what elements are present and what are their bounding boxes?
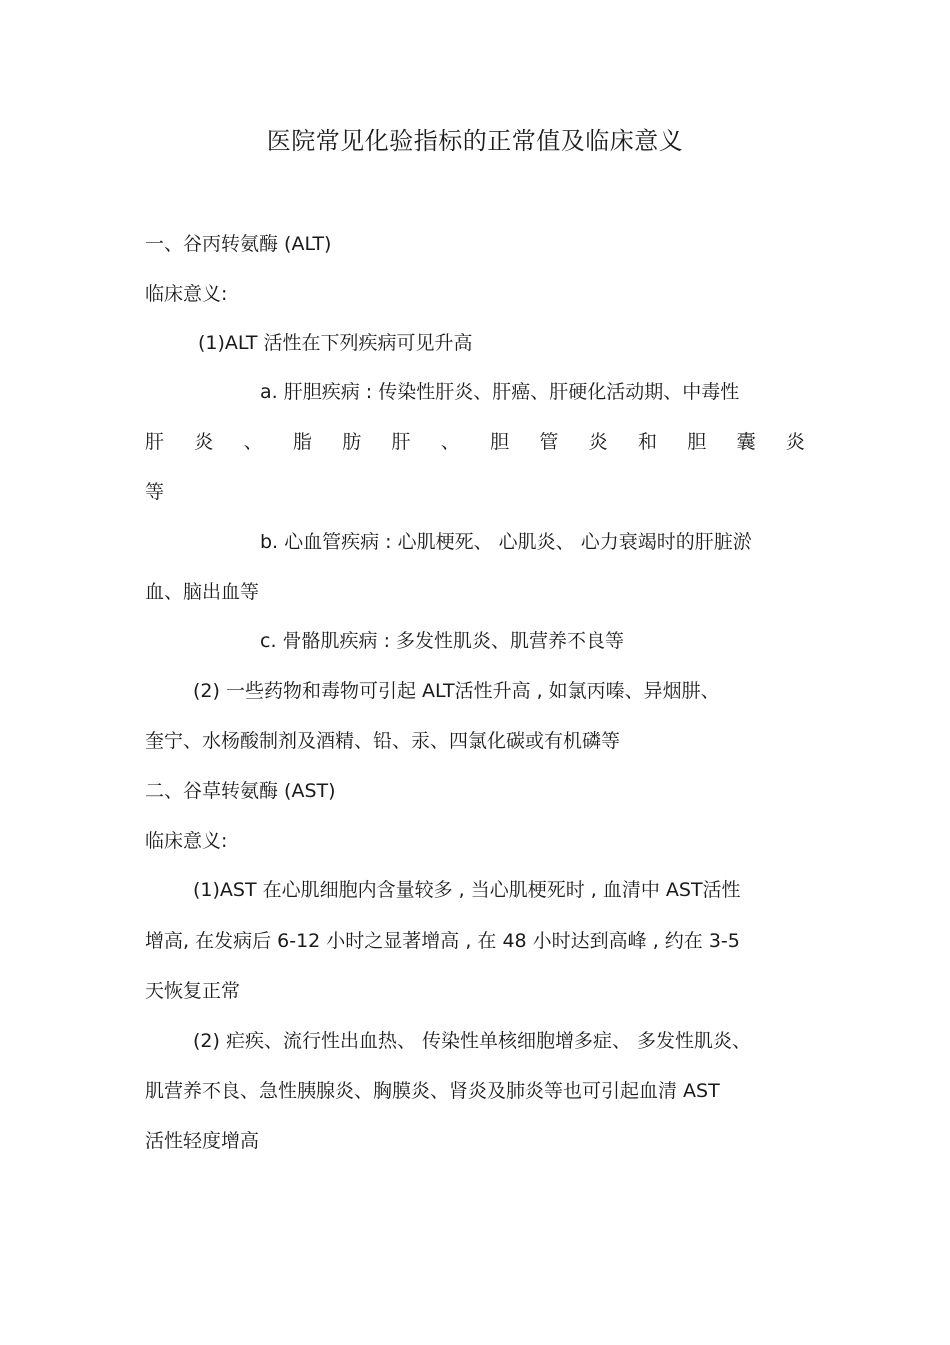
section-1-heading: 一、谷丙转氨酶 (ALT) xyxy=(145,233,332,255)
section-1-point-1: (1)ALT 活性在下列疾病可见升高 xyxy=(198,332,473,354)
section-2-point-2-line-3: 活性轻度增高 xyxy=(145,1130,260,1152)
section-2-point-1-line-1: (1)AST 在心肌细胞内含量较多 , 当心肌梗死时 , 血清中 AST活性 xyxy=(193,879,741,901)
section-1-item-a-line-2 xyxy=(145,430,805,454)
char: 炎 xyxy=(194,431,214,453)
section-1-point-2-line-1: (2) 一些药物和毒物可引起 ALT活性升高 , 如氯丙嗪、异烟肼、 xyxy=(193,680,720,702)
char: 肝 xyxy=(145,431,165,453)
char: 脂 xyxy=(292,431,312,453)
char: 炎 xyxy=(588,431,608,453)
char: 炎 xyxy=(785,431,805,453)
char: 、 xyxy=(440,431,460,453)
section-1-item-a-line-1: a. 肝胆疾病 : 传染性肝炎、肝癌、肝硬化活动期、中毒性 xyxy=(260,381,740,403)
char: 肪 xyxy=(342,431,362,453)
page-title: 医院常见化验指标的正常值及临床意义 xyxy=(266,127,684,155)
char: 管 xyxy=(539,431,559,453)
section-1-item-b-line-2: 血、脑出血等 xyxy=(145,581,260,603)
char: 胆 xyxy=(490,431,510,453)
section-2-point-2-line-2: 肌营养不良、急性胰腺炎、胸膜炎、肾炎及肺炎等也可引起血清 AST xyxy=(145,1080,720,1102)
section-2-point-2-line-1: (2) 疟疾、流行性出血热、 传染性单核细胞增多症、 多发性肌炎、 xyxy=(193,1030,752,1052)
char: 囊 xyxy=(736,431,756,453)
char: 胆 xyxy=(687,431,707,453)
section-2-heading: 二、谷草转氨酶 (AST) xyxy=(145,780,336,802)
section-1-subheading: 临床意义: xyxy=(145,283,228,305)
section-2-subheading: 临床意义: xyxy=(145,830,228,852)
char: 和 xyxy=(637,431,657,453)
section-1-point-2-line-2: 奎宁、水杨酸制剂及酒精、铅、汞、四氯化碳或有机磷等 xyxy=(145,730,621,752)
section-1-item-a-line-3: 等 xyxy=(145,481,165,503)
char: 肝 xyxy=(391,431,411,453)
char: 、 xyxy=(243,431,263,453)
section-2-point-1-line-2: 增高, 在发病后 6-12 小时之显著增高 , 在 48 小时达到高峰 , 约在 3-5 xyxy=(145,930,740,952)
section-1-item-c-line-1: c. 骨骼肌疾病 : 多发性肌炎、肌营养不良等 xyxy=(260,630,625,652)
section-1-item-b-line-1: b. 心血管疾病 : 心肌梗死、 心肌炎、 心力衰竭时的肝脏淤 xyxy=(260,531,752,553)
section-2-point-1-line-3: 天恢复正常 xyxy=(145,980,241,1002)
